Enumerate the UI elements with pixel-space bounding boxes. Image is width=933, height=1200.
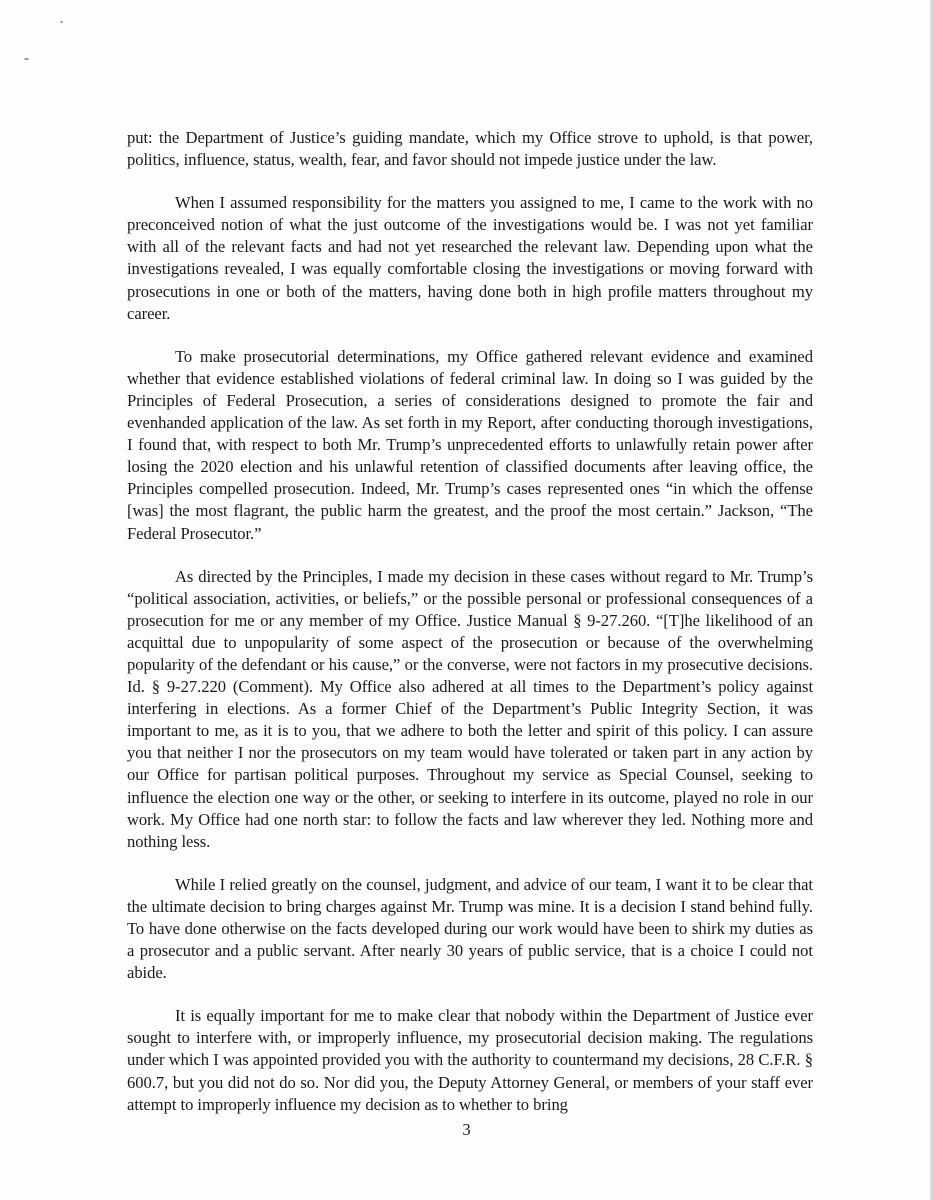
paragraph-ultimate-decision: While I relied greatly on the counsel, judgment, and advice of our team, I want it to be clear that the ultimate decision to bring charges against Mr. Trump was mine. It is a decision I stand behind fully. To have done otherwise on the facts developed during our work would have been to shirk my duties as a prosecutor and a public servant. After nearly 30 years of public service, that is a choice I could not abide. xyxy=(127,874,813,983)
letter-body xyxy=(127,127,813,1137)
scan-speck xyxy=(60,20,64,23)
page-number: 3 xyxy=(462,1120,471,1139)
paragraph-assumed-responsibility: When I assumed responsibility for the matters you assigned to me, I came to the work with no preconceived notion of what the just outcome of the investigations would be. I was not yet familiar with all of the relevant facts and had not yet researched the relevant law. Depending upon what the investigations revealed, I was equally comfortable closing the investigations or moving forward with prosecutions in one or both of the matters, having done both in high profile matters throughout my career. xyxy=(127,193,813,323)
paragraph-continuation: put: the Department of Justice’s guiding mandate, which my Office strove to uphold, is that power, politics, influence, status, wealth, fear, and favor should not impede justice under the law. xyxy=(127,128,813,170)
scan-speck xyxy=(24,58,29,60)
paragraph-no-interference: It is equally important for me to make clear that nobody within the Department of Justice ever sought to interfere with, or improperly influence, my prosecutorial decision making. The regulations under which I was appointed provided you with the authority to countermand my decisions, 28 C.F.R. § 600.7, but you did not do so. Nor did you, the Deputy Attorney General, or members of your staff ever attempt to improperly influence my decision as to whether to bring xyxy=(127,1006,813,1114)
paragraph-prosecutorial-determinations: To make prosecutorial determinations, my Office gathered relevant evidence and examined whether that evidence established violations of federal criminal law. In doing so I was guided by the Principles of Federal Prosecution, a series of considerations designed to promote the fair and evenhanded application of the law. As set forth in my Report, after conducting thorough investigations, I found that, with respect to both Mr. Trump’s unprecedented efforts to unlawfully retain power after losing the 2020 election and his unlawful retention of classified documents after leaving office, the Principles compelled prosecution. Indeed, Mr. Trump’s cases represented ones “in which the offense [was] the most flagrant, the public harm the greatest, and the proof the most certain.” Jackson, “The Federal Prosecutor.” xyxy=(127,346,813,543)
paragraph-principles-directed: As directed by the Principles, I made my decision in these cases without regard to Mr. Trump’s “political association, activities, or beliefs,” or the possible personal or professional consequences of a prosecution for me or any member of my Office. Justice Manual § 9-27.260. “[T]he likelihood of an acquittal due to unpopularity of some aspect of the prosecution or because of the overwhelming popularity of the defendant or his cause,” or the converse, were not factors in my prosecutive decisions. Id. § 9-27.220 (Comment). My Office also adhered at all times to the Department’s policy against interfering in elections. As a former Chief of the Department’s Public Integrity Section, it was important to me, as it is to you, that we adhere to both the letter and spirit of this policy. I can assure you that neither I nor the prosecutors on my team would have tolerated or taken part in any action by our Office for partisan political purposes. Throughout my service as Special Counsel, seeking to influence the election one way or the other, or seeking to interfere in its outcome, played no role in our work. My Office had one north star: to follow the facts and law wherever they led. Nothing more and nothing less. xyxy=(127,566,813,851)
